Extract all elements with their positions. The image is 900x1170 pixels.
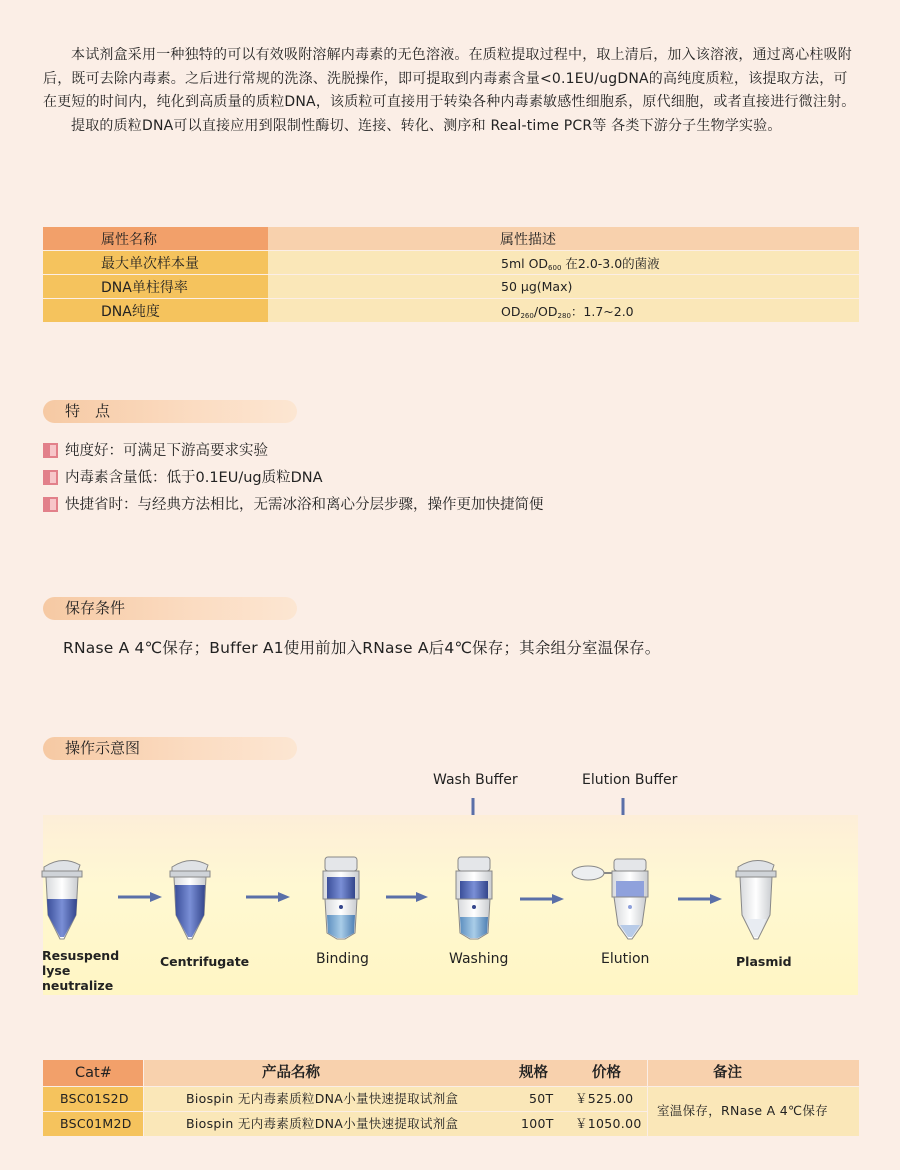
intro-paragraph-2: 提取的质粒DNA可以直接应用到限制性酶切、连接、转化、测序和 Real-time PCR等 各类下游分子生物学实验。 (71, 117, 782, 134)
wash-buffer-label: Wash Buffer (433, 772, 518, 788)
property-table (43, 226, 859, 323)
features-list (43, 437, 544, 518)
product-price: ￥1050.00 (575, 1116, 642, 1131)
property-desc: 5ml $OD_{600}$ 在2.0-3.0的菌液 (268, 251, 859, 274)
spec-header: 规格 (519, 1065, 548, 1081)
product-name: Biospin 无内毒素质粒DNA小量快速提取试剂盒 (186, 1116, 459, 1131)
intro-paragraph-1: 本试剂盒采用一种独特的可以有效吸附溶解内毒素的无色溶液。在质粒提取过程中，取上清后，加入该溶液，通过离心柱吸附后，既可去除内毒素。之后进行常规的洗涤、洗脱操作，即可提取到内毒素含量<0.1EU/ugDNA的高纯度质粒，该提取方法，可在更短的时间内，纯化到高质量的质粒DNA，该质粒可直接用于转染各种内毒素敏感性细胞系，原代细胞，或者直接进行微注射。 (43, 47, 856, 110)
step-label-plasmid: Plasmid (736, 954, 792, 969)
column-elution (572, 859, 648, 939)
product-price: ￥525.00 (575, 1091, 634, 1106)
arrow-icon (118, 892, 162, 902)
property-name-header: 属性名称 (43, 227, 268, 250)
product-name-header: 产品名称 (262, 1065, 320, 1081)
arrow-icon (520, 894, 564, 904)
step-label-elution: Elution (601, 951, 650, 967)
product-note: 室温保存，RNase A 4℃保存 (657, 1103, 828, 1118)
step-label-binding: Binding (316, 951, 369, 967)
property-row (43, 299, 859, 322)
cat-number: BSC01S2D (60, 1091, 129, 1106)
step-label-washing: Washing (449, 951, 509, 967)
arrow-icon (678, 894, 722, 904)
property-name: DNA单柱得率 (43, 275, 268, 298)
bullet-icon (43, 497, 58, 512)
features-title: 特 点 (43, 400, 297, 423)
step-label-resuspend: Resuspend lyse neutralize (42, 948, 120, 993)
feature-item: 快捷省时：与经典方法相比，无需冰浴和离心分层步骤，操作更加快捷简便 (43, 491, 544, 518)
tube-centrifugate (170, 860, 210, 939)
property-row (43, 275, 859, 298)
property-row (43, 251, 859, 274)
step-label-centrifugate: Centrifugate (160, 954, 250, 969)
tube-resuspend (42, 860, 82, 939)
feature-item: 纯度好：可满足下游高要求实验 (43, 437, 544, 464)
product-name: Biospin 无内毒素质粒DNA小量快速提取试剂盒 (186, 1091, 459, 1106)
storage-text: RNase A 4℃保存；Buffer A1使用前加入RNase A后4℃保存；其余组分室温保存。 (63, 639, 661, 657)
feature-item: 内毒素含量低：低于0.1EU/ug质粒DNA (43, 464, 544, 491)
arrow-icon (386, 892, 428, 902)
column-washing (456, 857, 492, 939)
bullet-icon (43, 443, 58, 458)
cat-number: BSC01M2D (60, 1116, 132, 1131)
property-name: 最大单次样本量 (43, 251, 268, 274)
arrow-icon (246, 892, 290, 902)
bullet-icon (43, 470, 58, 485)
property-desc: $OD_{260}/OD_{280}$：1.7~2.0 (268, 299, 859, 322)
cat-header: Cat# (75, 1065, 112, 1081)
column-binding (323, 857, 359, 939)
product-spec: 100T (521, 1116, 554, 1131)
property-desc: 50 μg(Max) (268, 275, 859, 298)
property-desc-header: 属性描述 (268, 227, 859, 250)
property-table-header (43, 227, 859, 250)
note-header: 备注 (713, 1065, 742, 1081)
property-name: DNA纯度 (43, 299, 268, 322)
elution-buffer-label: Elution Buffer (582, 772, 678, 788)
price-header: 价格 (592, 1065, 621, 1081)
storage-title: 保存条件 (43, 597, 297, 620)
intro-text (43, 44, 861, 138)
diagram-title: 操作示意图 (43, 737, 297, 760)
product-spec: 50T (529, 1091, 554, 1106)
tube-plasmid (736, 860, 776, 939)
